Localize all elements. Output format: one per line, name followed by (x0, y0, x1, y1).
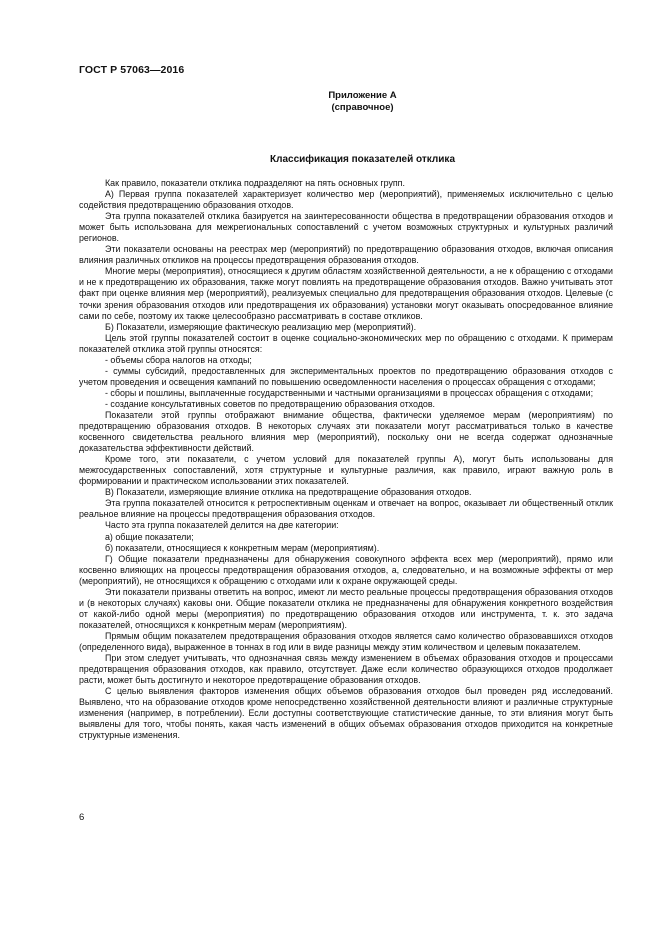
paragraph: Б) Показатели, измеряющие фактическую реализацию мер (мероприятий). (105, 321, 417, 332)
paragraph: Цель этой группы показателей состоит в оценке социально-экономических мер по обращению с отходами. К примерам показателей отклика этой группы относятся: (79, 332, 613, 354)
paragraph: Эти показатели призваны ответить на вопрос, имеют ли место реальные процессы предотвращения образования отходов и (в некоторых случаях) каковы они. Общие показатели отклика не предназначены для обнаружения конкретного воздействия от какой-либо одной меры (мероприятия) по предотвращению образования отходов или инструмента, т. к. это задача показателей, относящихся к конкретным мерам (мероприятиям). (79, 586, 613, 630)
paragraph: Эти показатели основаны на реестрах мер (мероприятий) по предотвращению образования отходов, включая описания влияния различных откликов на процессы предотвращения образования отходов. (79, 244, 613, 266)
body-text (79, 178, 613, 741)
paragraph: Многие меры (мероприятия), относящиеся к другим областям хозяйственной деятельности, а не к обращению с отходами и не к предотвращению их образования, также могут повлиять на предотвращение образования отходов. Важно учитывать этот факт при оценке влияния мер (мероприятий), реализуемых специально для предотвращения образования отходов. Целевые (с точки зрения образования отходов или предотвращения их образования) установки могут оказывать опосредованное влияние сами по себе, поэтому их также целесообразно рассматривать в составе откликов. (79, 266, 613, 321)
list-item: - объемы сбора налогов на отходы; (105, 354, 252, 365)
list-item: б) показатели, относящиеся к конкретным мерам (мероприятиям). (105, 542, 380, 553)
list-item: - создание консультативных советов по предотвращению образования отходов. (105, 398, 436, 409)
paragraph: Показатели этой группы отображают внимание общества, фактически уделяемое мерам (мероприятиям) по предотвращению образования отходов. В некоторых случаях эти показатели могут рассматриваться только в качестве косвенного свидетельства реального влияния мер (мероприятий), поскольку они не всегда содержат однозначные доказательства эффективности действий. (79, 409, 613, 454)
list-item: а) общие показатели; (105, 531, 194, 542)
paragraph: Эта группа показателей отклика базируется на заинтересованности общества в предотвращении образования отходов и может быть использована для межрегиональных сопоставлений с учетом возможных структурных и культурных различий регионов. (79, 211, 613, 244)
paragraph: В) Показатели, измеряющие влияние отклика на предотвращение образования отходов. (105, 487, 472, 498)
paragraph: А) Первая группа показателей характеризует количество мер (мероприятий), применяемых исключительно с целью содействия предотвращению образования отходов. (79, 189, 613, 211)
page-number: 6 (79, 812, 85, 823)
paragraph: При этом следует учитывать, что однозначная связь между изменением в объемах образования отходов и процессами предотвращения образования отходов, как правило, отсутствует. Даже если количество образующихся отходов продолжает расти, может быть достигнуто и некоторое предотвращение образования отходов. (79, 653, 613, 686)
list-item: - суммы субсидий, предоставленных для экспериментальных проектов по предотвращению образования отходов с учетом проведения и освещения кампаний по повышению осведомленности населения о процессах обращения с отходами; (79, 365, 613, 387)
paragraph: Часто эта группа показателей делится на две категории: (105, 520, 339, 531)
section-title: Классификация показателей отклика (269, 154, 455, 165)
paragraph: Эта группа показателей относится к ретроспективным оценкам и отвечает на вопрос, оказывает ли общественный отклик реальное влияние на процессы предотвращения образования отходов. (79, 498, 613, 520)
paragraph: Кроме того, эти показатели, с учетом условий для показателей группы А), могут быть использованы для межгосударственных сопоставлений, хотя структурные и культурные различия, как правило, играют важную роль в формировании и практическом использовании этих показателей. (79, 454, 613, 487)
paragraph: Г) Общие показатели предназначены для обнаружения совокупного эффекта всех мер (мероприятий), прямо или косвенно влияющих на процессы предотвращения образования отходов, а, следовательно, и на возможные эффекты от мер (мероприятий), не относящихся к обращению с отходами или к охране окружающей среды. (79, 553, 613, 586)
appendix-subtitle: (справочное) (331, 102, 394, 113)
appendix-title: Приложение А (328, 90, 397, 101)
standard-header: ГОСТ Р 57063—2016 (79, 64, 185, 76)
list-item: - сборы и пошлины, выплаченные государственными и частными организациями в процессах обращения с отходами; (105, 387, 594, 398)
paragraph: С целью выявления факторов изменения общих объемов образования отходов был проведен ряд исследований. Выявлено, что на образование отходов кроме непосредственно хозяйственной деятельности влияют и различные структурные изменения (например, в потреблении). Если доступны соответствующие статистические данные, то эти влияния могут быть выявлены для того, чтобы понять, какая часть изменений в общих объемах образования отходов приходится на конкретные структурные изменения. (79, 686, 613, 741)
paragraph: Прямым общим показателем предотвращения образования отходов является само количество образовавшихся отходов (определенного вида), выраженное в тоннах в год или в виде разницы между этим количеством и целевым показателем. (79, 630, 613, 652)
appendix-heading (32, 90, 661, 114)
paragraph: Как правило, показатели отклика подразделяют на пять основных групп. (105, 178, 405, 188)
